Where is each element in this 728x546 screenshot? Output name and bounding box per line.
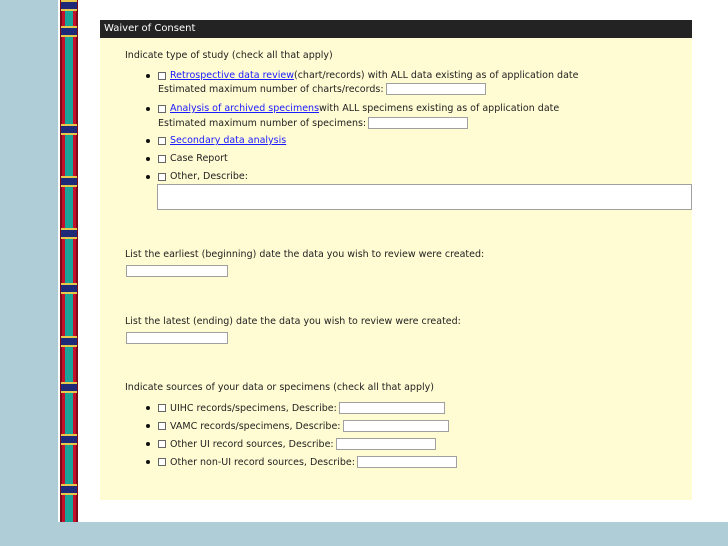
earliest-date-label: List the earliest (beginning) date the data you wish to review were created: [125, 249, 485, 260]
bullet-icon [146, 406, 150, 410]
left-background [0, 0, 58, 522]
bullet-icon [146, 74, 150, 78]
bullet-icon [146, 460, 150, 464]
other-describe-textarea[interactable] [157, 184, 692, 210]
latest-date-input[interactable] [126, 332, 228, 344]
other-ui-checkbox[interactable] [158, 440, 166, 448]
other-ui-describe-input[interactable] [336, 438, 436, 450]
charts-count-input[interactable] [386, 83, 486, 95]
source-option-vamc [146, 420, 449, 432]
vamc-checkbox[interactable] [158, 422, 166, 430]
bullet-icon [146, 157, 150, 161]
bullet-icon [146, 107, 150, 111]
bottom-background-bar [0, 522, 728, 546]
uihc-checkbox[interactable] [158, 404, 166, 412]
panel-title: Waiver of Consent [100, 20, 692, 38]
study-option-other [146, 171, 248, 182]
waiver-of-consent-panel [100, 20, 692, 500]
sources-heading: Indicate sources of your data or specimens (check all that apply) [125, 382, 434, 393]
uihc-label: UIHC records/specimens, Describe: [170, 402, 337, 414]
study-type-heading: Indicate type of study (check all that apply) [125, 50, 333, 61]
specimens-count-label: Estimated maximum number of specimens: [158, 117, 367, 129]
secondary-checkbox[interactable] [158, 137, 166, 145]
retrospective-text: (chart/records) with ALL data existing as of application date [294, 70, 579, 81]
latest-date-label: List the latest (ending) date the data you wish to review were created: [125, 316, 461, 327]
archived-text: with ALL specimens existing as of application date [319, 103, 560, 114]
other-ui-label: Other UI record sources, Describe: [170, 438, 334, 450]
retrospective-checkbox[interactable] [158, 72, 166, 80]
secondary-analysis-link[interactable]: Secondary data analysis [170, 135, 287, 146]
archived-checkbox[interactable] [158, 105, 166, 113]
archived-specimens-link[interactable]: Analysis of archived specimens [170, 103, 320, 114]
source-option-other-non-ui [146, 456, 457, 468]
vamc-label: VAMC records/specimens, Describe: [170, 420, 341, 432]
bullet-icon [146, 175, 150, 179]
bullet-icon [146, 442, 150, 446]
source-option-uihc [146, 402, 445, 414]
decorative-stripe [60, 0, 78, 522]
charts-count-label: Estimated maximum number of charts/records: [158, 83, 384, 95]
uihc-describe-input[interactable] [339, 402, 445, 414]
bullet-icon [146, 139, 150, 143]
other-non-ui-label: Other non-UI record sources, Describe: [170, 456, 355, 468]
study-option-secondary [146, 135, 286, 146]
study-option-retrospective [146, 70, 578, 81]
vamc-describe-input[interactable] [343, 420, 449, 432]
earliest-date-input[interactable] [126, 265, 228, 277]
other-checkbox[interactable] [158, 173, 166, 181]
case-report-checkbox[interactable] [158, 155, 166, 163]
other-non-ui-describe-input[interactable] [357, 456, 457, 468]
specimens-count-input[interactable] [368, 117, 468, 129]
source-option-other-ui [146, 438, 436, 450]
retrospective-link[interactable]: Retrospective data review [170, 70, 294, 81]
bullet-icon [146, 424, 150, 428]
other-non-ui-checkbox[interactable] [158, 458, 166, 466]
study-option-case-report [146, 153, 228, 164]
case-report-label: Case Report [170, 153, 228, 164]
other-label: Other, Describe: [170, 171, 248, 182]
study-option-archived [146, 103, 559, 114]
